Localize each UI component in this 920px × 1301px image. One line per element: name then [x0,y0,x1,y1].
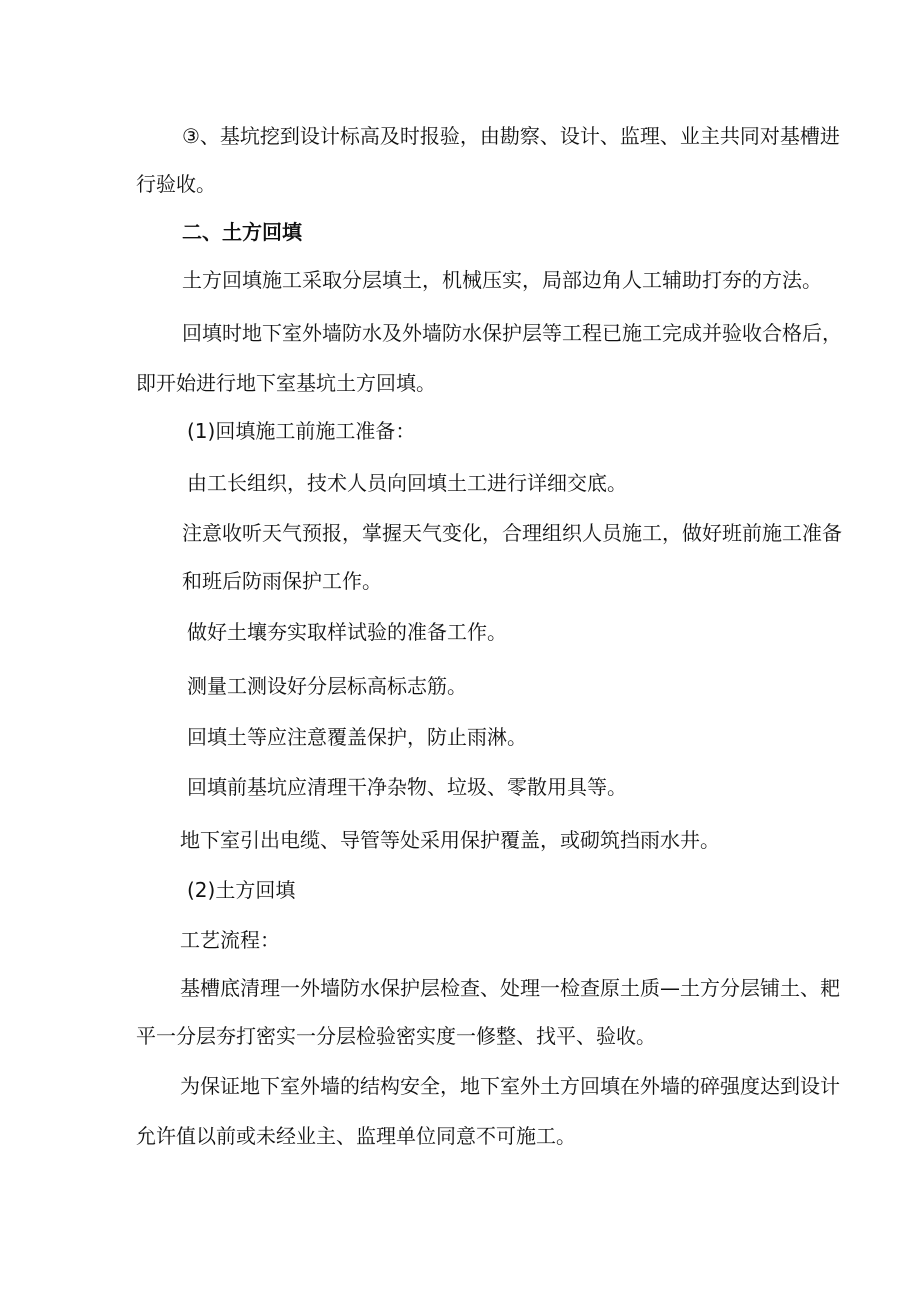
paragraph-line: 回填前基坑应清理干净杂物、垃圾、零散用具等。 [187,775,627,799]
paragraph-line: 回填土等应注意覆盖保护，防止雨淋。 [187,725,527,749]
paragraph-line: 由工长组织，技术人员向回填土工进行详细交底。 [187,471,627,495]
paragraph-line: 允许值以前或未经业主、监理单位同意不可施工。 [136,1124,576,1148]
subsection-heading: (1)回填施工前施工准备： [187,419,416,443]
paragraph-line: 为保证地下室外墙的结构安全，地下室外土方回填在外墙的碎强度达到设计 [180,1074,840,1098]
paragraph-line: ③、基坑挖到设计标高及时报验，由勘察、设计、监理、业主共同对基槽进 [182,124,840,148]
paragraph-line: 做好土壤夯实取样试验的准备工作。 [187,620,507,644]
paragraph-line: 测量工测设好分层标高标志筋。 [187,674,467,698]
paragraph-line: 基槽底清理一外墙防水保护层检查、处理一检查原土质—土方分层铺土、耙 [180,976,840,1000]
paragraph-line: 回填时地下室外墙防水及外墙防水保护层等工程已施工完成并验收合格后， [182,321,842,345]
paragraph-line: 平一分层夯打密实一分层检验密实度一修整、找平、验收。 [136,1024,656,1048]
paragraph-line: 地下室引出电缆、导管等处采用保护覆盖，或砌筑挡雨水井。 [180,828,720,852]
paragraph-line: 行验收。 [136,172,216,196]
paragraph-line: 注意收听天气预报，掌握天气变化，合理组织人员施工，做好班前施工准备 [182,521,842,545]
paragraph-line: 工艺流程： [180,928,280,952]
section-heading: 二、土方回填 [182,220,302,244]
paragraph-line: 和班后防雨保护工作。 [182,569,382,593]
paragraph-line: 土方回填施工采取分层填土，机械压实，局部边角人工辅助打夯的方法。 [182,268,822,292]
subsection-heading: (2)土方回填 [187,878,296,902]
paragraph-line: 即开始进行地下室基坑土方回填。 [136,371,436,395]
